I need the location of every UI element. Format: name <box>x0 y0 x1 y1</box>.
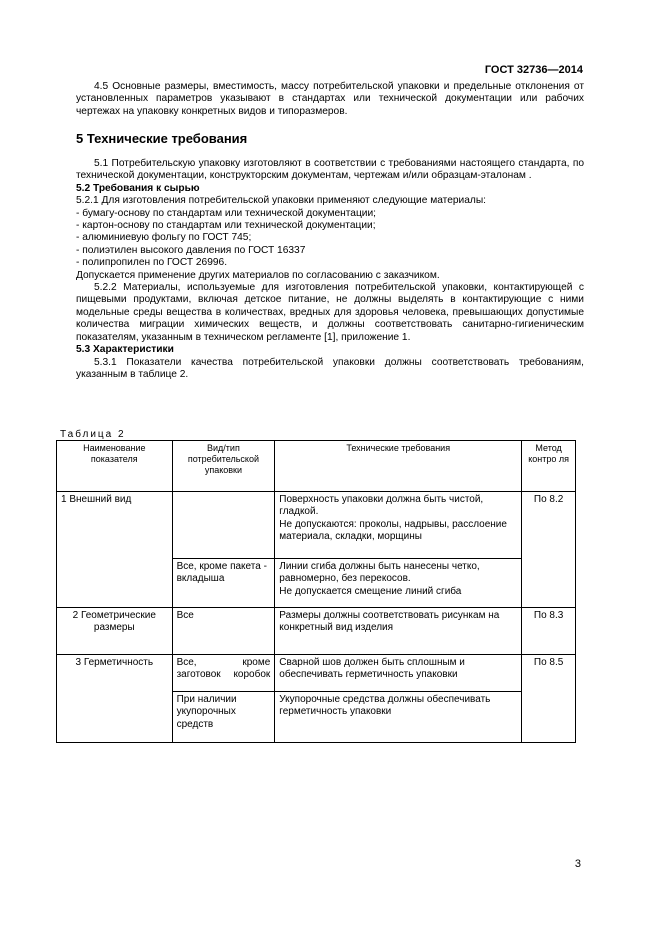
material-item: - бумагу-основу по стандартам или технической документации; <box>76 207 377 219</box>
cell-package-type: При наличии укупорочных средств <box>172 692 275 743</box>
paragraph-5-2-2: 5.2.2 Материалы, используемые для изготовления потребительской упаковки, контактирующей с пищевыми продуктами, включая детское питание, не должны выделять в контактирующие с ними модельные среды вещества в количествах, вредных для здоровья человека, превышающих допустимые количества миграции химических веществ, и должны соответствовать санитарно-гигиеническим показателям, указанным в техническом регламенте [1], приложение 1. <box>76 282 584 343</box>
paragraph-4-5-text: 4.5 Основные размеры, вместимость, массу потребительской упаковки и предельные отклонения от установленных параметров указывают в стандартах или технической документации или рабочих чертежах на упаковку конкретных видов и типоразмеров. <box>76 81 584 117</box>
cell-method: По 8.2 <box>522 492 576 608</box>
header-indicator: Наименование показателя <box>57 441 173 492</box>
table-caption: Таблица 2 <box>60 429 126 440</box>
cell-requirement: Сварной шов должен быть сплошным и обеспечивать герметичность упаковки <box>275 655 522 692</box>
section-5-title: 5 Технические требования <box>76 131 248 146</box>
paragraph-other-materials: Допускается применение других материалов по согласованию с заказчиком. <box>76 269 440 281</box>
paragraph-5-3-1: 5.3.1 Показатели качества потребительской упаковки должны соответствовать требованиям, указанным в таблице 2. <box>76 356 584 380</box>
requirements-table <box>56 440 576 743</box>
material-item: - полипропилен по ГОСТ 26996. <box>76 257 228 269</box>
cell-indicator: 3 Герметичность <box>57 655 173 743</box>
cell-package-type <box>172 492 275 559</box>
material-item: - полиэтилен высокого давления по ГОСТ 16337 <box>76 244 306 256</box>
table-header-row <box>57 441 576 492</box>
cell-requirement: Укупорочные средства должны обеспечивать герметичность упаковки <box>275 692 522 743</box>
cell-indicator: 1 Внешний вид <box>57 492 173 608</box>
material-item: - картон-основу по стандартам или технической документации; <box>76 220 376 232</box>
page-number: 3 <box>574 858 581 870</box>
paragraph-5-1: 5.1 Потребительскую упаковку изготовляют в соответствии с требованиями настоящего стандарта, по технической документации, конструкторским документам, чертежам и/или образцам-эталонам . <box>76 158 584 182</box>
cell-package-type: Все <box>172 608 275 655</box>
table-row <box>57 655 576 692</box>
heading-5-2: 5.2 Требования к сырью <box>76 182 200 194</box>
heading-5-3: 5.3 Характеристики <box>76 344 174 356</box>
paragraph-5-2-1: 5.2.1 Для изготовления потребительской упаковки применяют следующие материалы: <box>76 195 487 207</box>
table-row <box>57 492 576 559</box>
cell-method: По 8.5 <box>522 655 576 743</box>
cell-indicator: 2 Геометрические размеры <box>57 608 173 655</box>
cell-requirement: Линии сгиба должны быть нанесены четко, равномерно, без перекосов. Не допускается смещение линий сгиба <box>275 559 522 608</box>
header-requirements: Технические требования <box>275 441 522 492</box>
cell-package-type: Все, кроме заготовок коробок <box>172 655 275 692</box>
cell-method: По 8.3 <box>522 608 576 655</box>
paragraph-4-5 <box>76 81 584 118</box>
standard-header: ГОСТ 32736—2014 <box>484 64 583 76</box>
table-row <box>57 608 576 655</box>
header-package-type: Вид/тип потребительской упаковки <box>172 441 275 492</box>
section-5-body <box>76 158 584 381</box>
header-method: Метод контро ля <box>522 441 576 492</box>
material-item: - алюминиевую фольгу по ГОСТ 745; <box>76 232 252 244</box>
cell-requirement: Поверхность упаковки должна быть чистой, гладкой. Не допускаются: проколы, надрывы, расслоение материала, складки, морщины <box>275 492 522 559</box>
cell-requirement: Размеры должны соответствовать рисункам на конкретный вид изделия <box>275 608 522 655</box>
cell-package-type: Все, кроме пакета - вкладыша <box>172 559 275 608</box>
